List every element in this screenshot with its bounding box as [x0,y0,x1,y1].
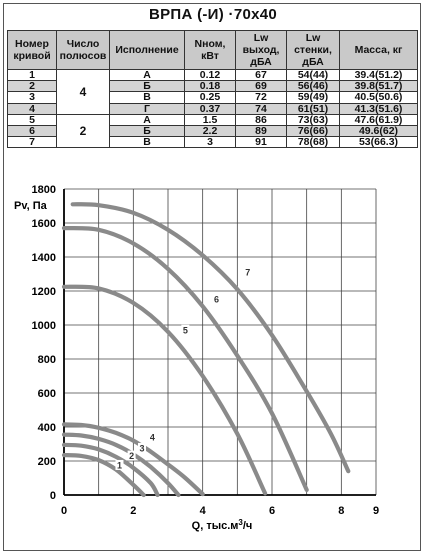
y-tick-label: 1600 [31,218,56,230]
cell-power: 2.2 [185,125,236,136]
cell-lw-out: 89 [236,125,287,136]
cell-power: 0.12 [185,70,236,81]
cell-mass: 39.8(51.7) [340,81,418,92]
table-header-row [8,31,418,70]
y-tick-label: 1400 [31,252,56,264]
cell-power: 3 [185,137,236,148]
cell-curve: 1 [8,70,57,81]
curve-label: 3 [139,443,145,454]
cell-lw-out: 67 [236,70,287,81]
x-tick-label: 4 [199,505,206,517]
cell-mass: 53(66.3) [340,137,418,148]
cell-curve: 3 [8,92,57,103]
cell-mass: 47.6(61.9) [340,114,418,125]
y-tick-label: 600 [37,388,56,400]
cell-lw-out: 69 [236,81,287,92]
cell-poles: 4 [57,70,110,115]
x-tick-label: 8 [338,505,345,517]
cell-mass: 49.6(62) [340,125,418,136]
curve-label: 1 [116,460,122,471]
cell-mass: 39.4(51.2) [340,70,418,81]
y-tick-label: 800 [37,354,56,366]
cell-lw-out: 72 [236,92,287,103]
cell-lw-wall: 76(66) [287,125,340,136]
cell-power: 0.37 [185,103,236,114]
table-row [8,70,418,81]
x-tick-label: 9 [372,505,380,517]
y-tick-label: 1200 [31,286,56,298]
x-tick-label: 0 [60,505,68,517]
cell-variant: Г [110,103,185,114]
cell-variant: А [110,114,185,125]
cell-variant: А [110,70,185,81]
y-tick-label: 200 [37,456,56,468]
cell-variant: Б [110,81,185,92]
cell-lw-out: 86 [236,114,287,125]
cell-lw-wall: 73(63) [287,114,340,125]
cell-curve: 2 [8,81,57,92]
x-axis-label: Q, $тыс.м^3/ч$ [191,518,253,532]
cell-curve: 7 [8,137,57,148]
x-tick-label: 6 [268,505,276,517]
y-tick-label: 400 [37,422,56,434]
chart-ticks [32,184,380,517]
cell-variant: Б [110,125,185,136]
cell-poles: 2 [57,114,110,148]
chart-series [64,204,348,495]
cell-variant: В [110,92,185,103]
cell-power: 0.18 [185,81,236,92]
cell-mass: 40.5(50.6) [340,92,418,103]
spec-table [7,30,418,148]
cell-lw-wall: 54(44) [287,70,340,81]
header-curve: Номер кривой [8,31,57,70]
curve-label: 6 [214,294,220,305]
cell-curve: 6 [8,125,57,136]
pressure-flow-chart [0,176,426,556]
cell-power: 0.25 [185,92,236,103]
header-lw-out: Lw выход, дБА [236,31,287,70]
cell-power: 1.5 [185,114,236,125]
cell-lw-wall: 61(51) [287,103,340,114]
header-variant: Исполнение [110,31,185,70]
header-mass: Масса, кг [340,31,418,70]
curve-label: 7 [245,267,251,278]
header-poles: Число полюсов [57,31,110,70]
header-lw-wall: Lw стенки, дБА [287,31,340,70]
y-axis-label: Pv, Па [14,200,47,212]
x-tick-label: 2 [130,505,137,517]
cell-lw-out: 74 [236,103,287,114]
table-body [8,70,418,148]
table-row [8,114,418,125]
cell-lw-wall: 59(49) [287,92,340,103]
curve-label: 4 [149,432,155,443]
page-title: ВРПА (-И) ·70х40 [148,6,278,23]
cell-lw-wall: 56(46) [287,81,340,92]
cell-curve: 5 [8,114,57,125]
cell-mass: 41.3(51.6) [340,103,418,114]
y-tick-label: 1000 [31,320,56,332]
header-power: Nном, кВт [185,31,236,70]
cell-lw-wall: 78(68) [287,137,340,148]
curve-label: 5 [182,325,188,336]
y-tick-label: 1800 [31,184,56,196]
cell-lw-out: 91 [236,137,287,148]
cell-curve: 4 [8,103,57,114]
y-tick-label: 0 [49,490,56,502]
curve-label: 2 [129,451,135,462]
cell-variant: В [110,137,185,148]
